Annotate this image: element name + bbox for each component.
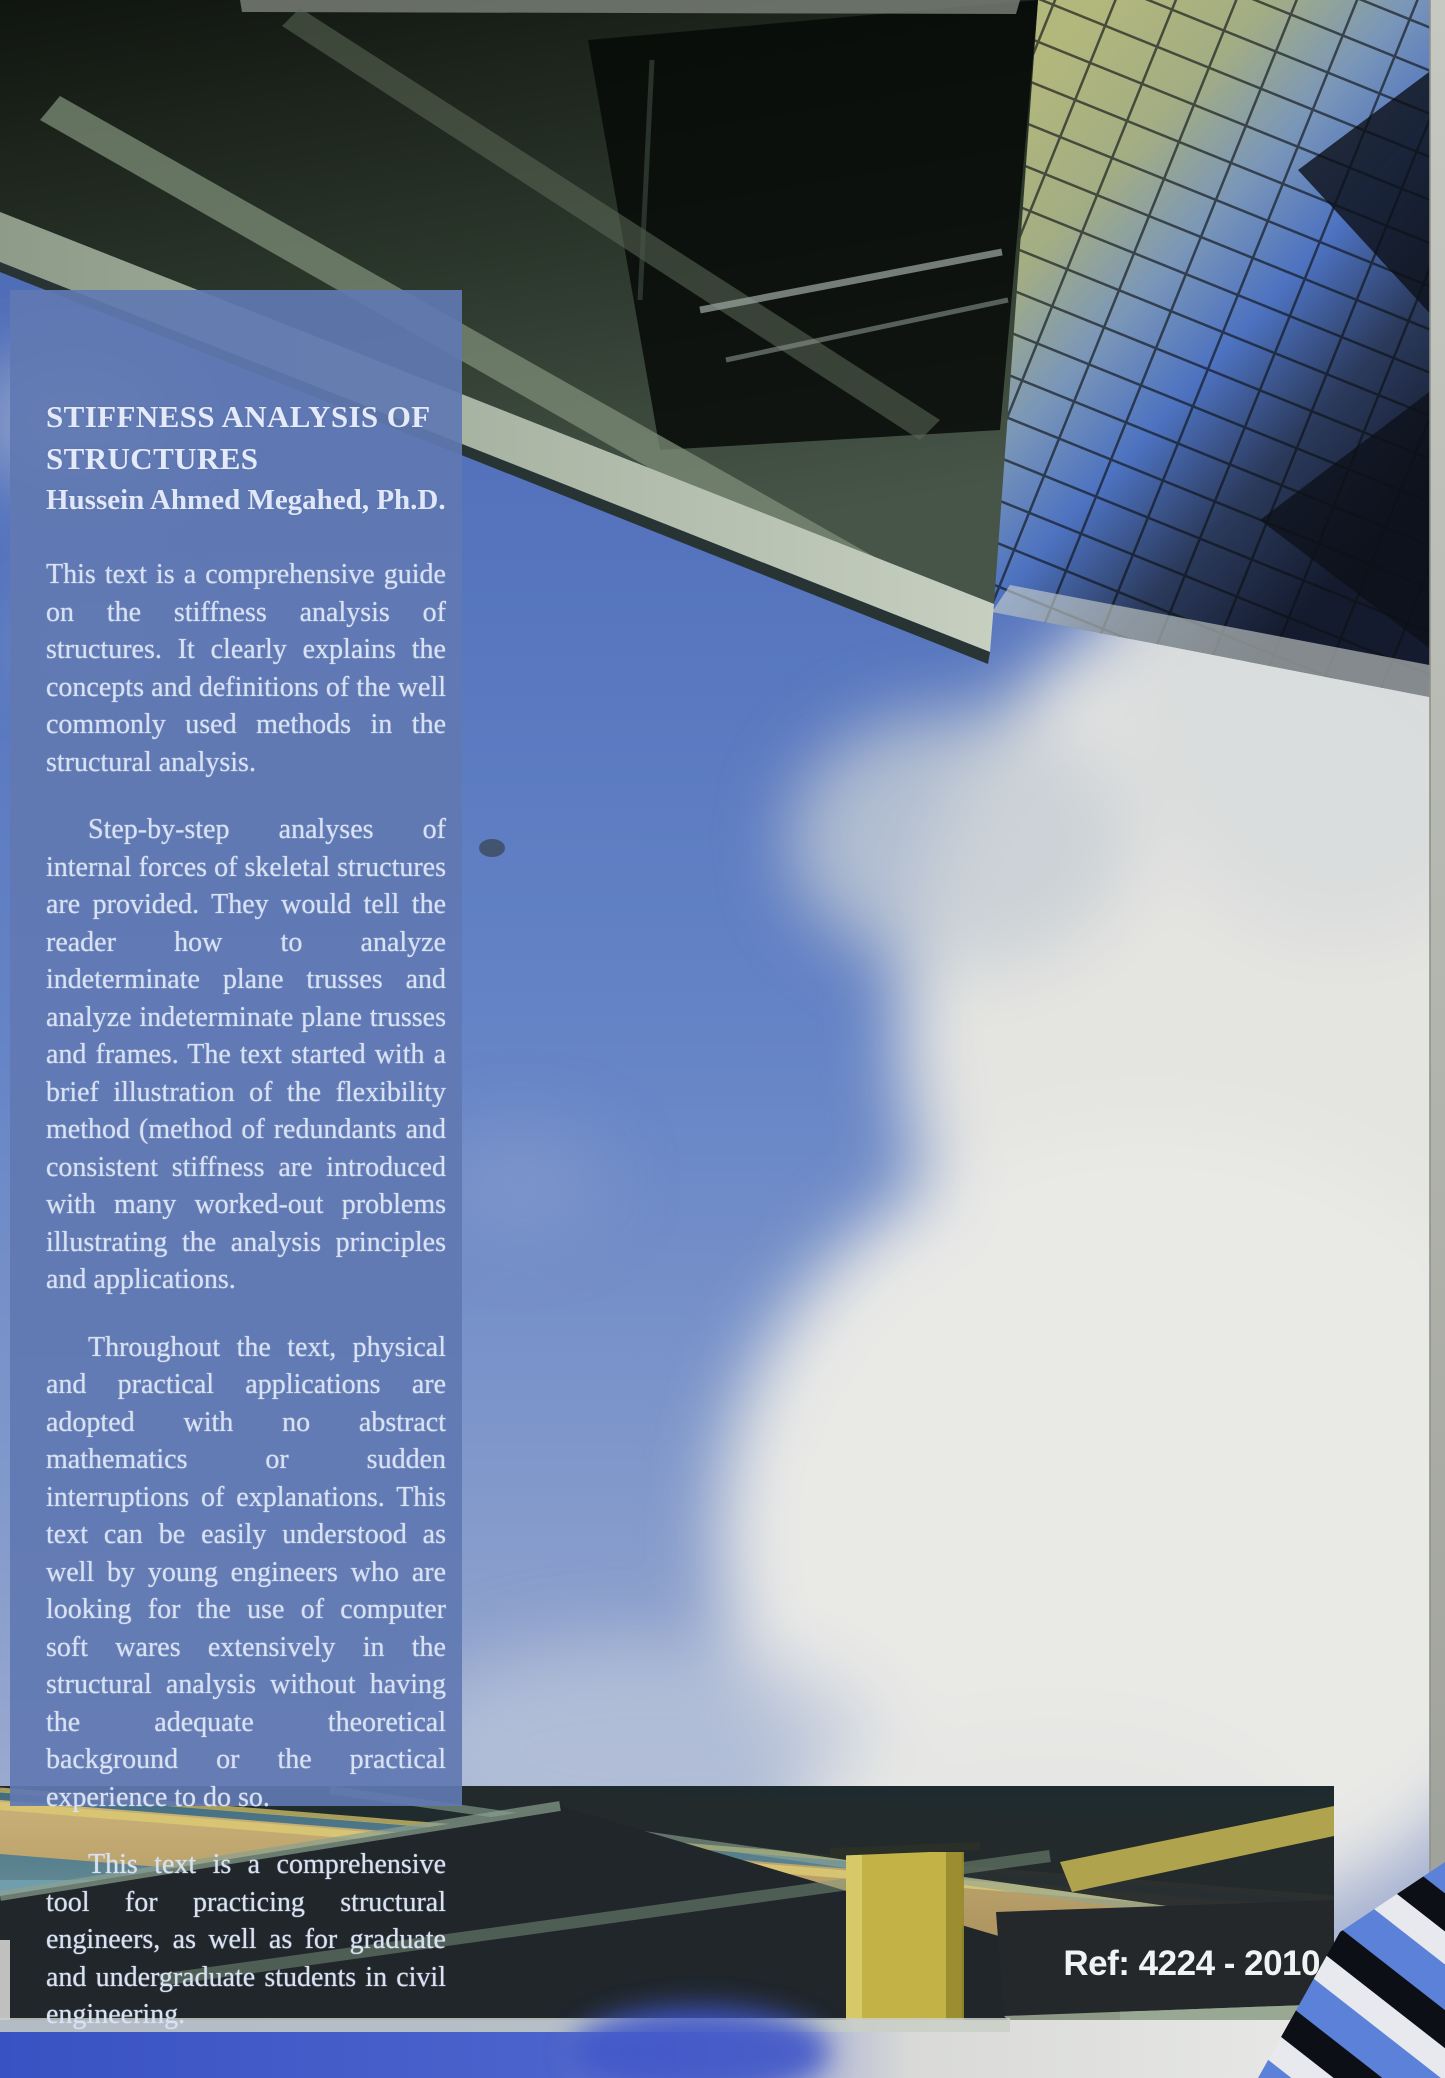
blurb-panel [10,290,462,2030]
sky-speck [479,839,505,857]
glass-facade [992,0,1445,700]
bridge-pier [846,1852,962,2022]
blurb-paragraph: Step-by-step analyses of internal forces of skeletal structures are provided. They would tell the reader how to analyze indeterminate plane trusses and analyze indeterminate plane trusses and frames. The text started with a brief illustration of the flexibility method (method of redundants and consistent stiffness are introduced with many worked-out problems illustrating the analysis principles and applications. [46,814,446,1295]
blurb-paragraph: This text is a comprehensive tool for practicing structural engineers, as well as for graduate and undergraduate students in civil engineering. [46,1849,446,2030]
ref-number: Ref: 4224 - 2010 [1063,1944,1320,1983]
book-title-line2: STRUCTURES [46,441,259,476]
page-edge [1430,0,1445,2078]
book-title-line1: STIFFNESS ANALYSIS OF [46,399,431,434]
book-author: Hussein Ahmed Megahed, Ph.D. [46,484,446,516]
blurb-paragraph: This text is a comprehensive guide on the stiffness analysis of structures. It clearly explains the concepts and definitions of the well commonly used methods in the structural analysis. [46,559,446,778]
blurb-paragraph: Throughout the text, physical and practical applications are adopted with no abstract mathematics or sudden interruptions of explanations. This text can be easily understood as well by young engineers who are looking for the use of computer soft wares extensively in the structural analysis without having the adequate theoretical background or the practical experience to do so. [46,1331,446,1813]
blurb-text [46,556,446,2034]
